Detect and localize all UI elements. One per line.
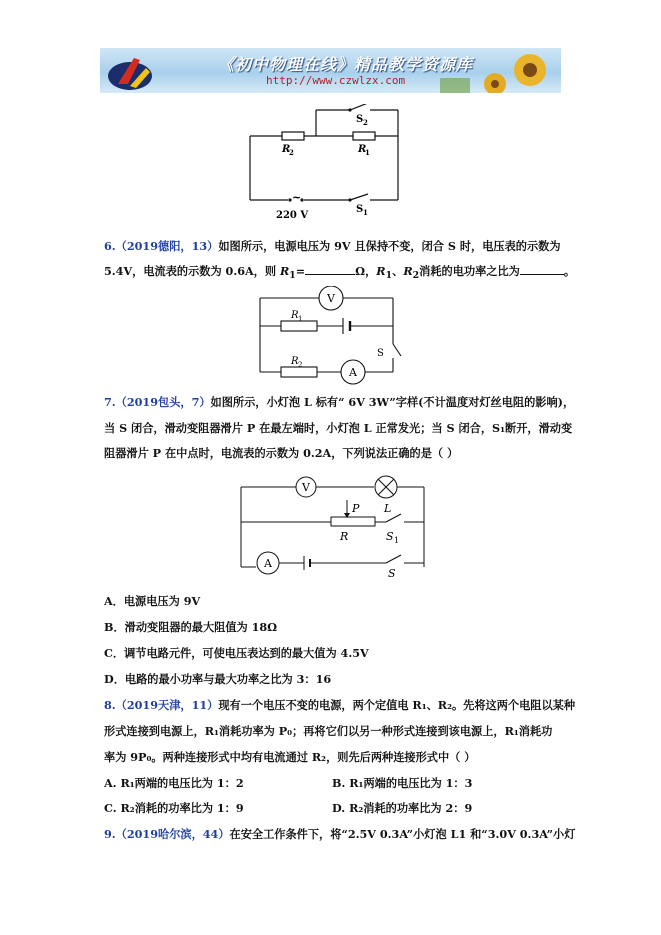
- q7-option-c[interactable]: C．调节电路元件，可使电压表达到的最大值为 4.5V: [104, 646, 369, 660]
- q7-option-b[interactable]: B．滑动变阻器的最大阻值为 18Ω: [104, 620, 278, 634]
- label-s1: S: [386, 530, 394, 543]
- label-r2-sub: 2: [289, 148, 294, 157]
- q8-option-b[interactable]: B. R₁两端的电压比为 1：3: [332, 776, 473, 790]
- q6-text-1: 如图所示，电源电压为 9V 且保持不变，闭合 S 时，电压表的示数为: [218, 239, 561, 253]
- svg-text:2: 2: [298, 361, 303, 369]
- q6-blank-2[interactable]: [520, 264, 564, 275]
- svg-text:1: 1: [298, 315, 303, 323]
- q8-line-2: 形式连接到电源上，R₁消耗功率为 P₀；再将它们以另一种形式连接到该电源上，R₁消耗功: [104, 724, 553, 738]
- circuit-figure-1: [240, 104, 410, 222]
- q7-line-1: 7.（2019包头，7）如图所示，小灯泡 L 标有“ 6V 3W”字样(不计温度对灯丝电阻的影响)，: [104, 395, 575, 409]
- voltmeter-v: V: [302, 481, 310, 494]
- label-r1: R: [291, 310, 299, 321]
- q7-ref: 7.（2019包头，7）: [104, 395, 211, 409]
- label-s2-sub: 2: [363, 118, 368, 127]
- label-switch-s: S: [377, 348, 384, 359]
- q9-ref: 9.（2019哈尔滨，44）: [104, 827, 230, 841]
- label-s1-sub: 1: [363, 208, 368, 217]
- q7-option-a[interactable]: A．电源电压为 9V: [104, 594, 201, 608]
- label-r2: R: [282, 144, 291, 155]
- header-banner: [100, 48, 561, 93]
- label-voltage: 220 V: [276, 210, 309, 221]
- q8-option-d[interactable]: D. R₂消耗的功率比为 2：9: [332, 801, 473, 815]
- label-r1-sub: 1: [365, 148, 370, 157]
- q8-option-a[interactable]: A. R₁两端的电压比为 1：2: [104, 776, 244, 790]
- q7-line-2: 当 S 闭合，滑动变阻器滑片 P 在最左端时，小灯泡 L 正常发光；当 S 闭合，S₁断开，滑动变: [104, 421, 573, 435]
- label-r: R: [340, 530, 349, 543]
- q6-blank-1[interactable]: [305, 264, 355, 275]
- q6-line-1: [104, 239, 561, 253]
- label-l: L: [384, 502, 392, 515]
- ac-source-symbol: ~: [292, 191, 302, 204]
- q8-line-1: 8.（2019天津，11）现有一个电压不变的电源，两个定值电 R₁、R₂。先将这两个电阻以某种: [104, 698, 576, 712]
- ammeter-a: A: [349, 366, 357, 379]
- label-r1: R: [358, 144, 367, 155]
- q7-line-3: 阻器滑片 P 在中点时，电流表的示数为 0.2A，下列说法正确的是（ ）: [104, 446, 459, 460]
- label-p: P: [352, 502, 360, 515]
- ammeter-a: A: [264, 557, 272, 570]
- label-s1: S: [356, 204, 364, 215]
- label-s: S: [388, 567, 396, 580]
- svg-text:1: 1: [394, 536, 400, 545]
- banner-url[interactable]: http://www.czwlzx.com: [266, 74, 406, 87]
- q6-line-2: 5.4V，电流表的示数为 0.6A，则 $R_1= \Omega$，$R_1$、$R_2$消耗的电功率之比为 。: [104, 264, 576, 282]
- label-s2: S: [356, 114, 364, 125]
- q8-option-c[interactable]: C. R₂消耗的功率比为 1：9: [104, 801, 244, 815]
- circuit-figure-2: [255, 286, 405, 386]
- q7-option-d[interactable]: D．电路的最小功率与最大功率之比为 3：16: [104, 672, 332, 686]
- voltmeter-v: V: [327, 292, 335, 305]
- q6-ref: 6.（2019德阳，13）: [104, 239, 219, 253]
- q8-line-3: 率为 9P₀。两种连接形式中均有电流通过 R₂，则先后两种连接形式中（ ）: [104, 750, 476, 764]
- q9-line-1: 9.（2019哈尔滨，44）在安全工作条件下，将“2.5V 0.3A”小灯泡 L1 和“3.0V 0.3A”小灯: [104, 827, 576, 841]
- circuit-figure-3: [236, 472, 431, 582]
- label-r2: R: [291, 356, 299, 367]
- banner-title: 《初中物理在线》精品教学资源库: [218, 55, 474, 74]
- q8-ref: 8.（2019天津，11）: [104, 698, 219, 712]
